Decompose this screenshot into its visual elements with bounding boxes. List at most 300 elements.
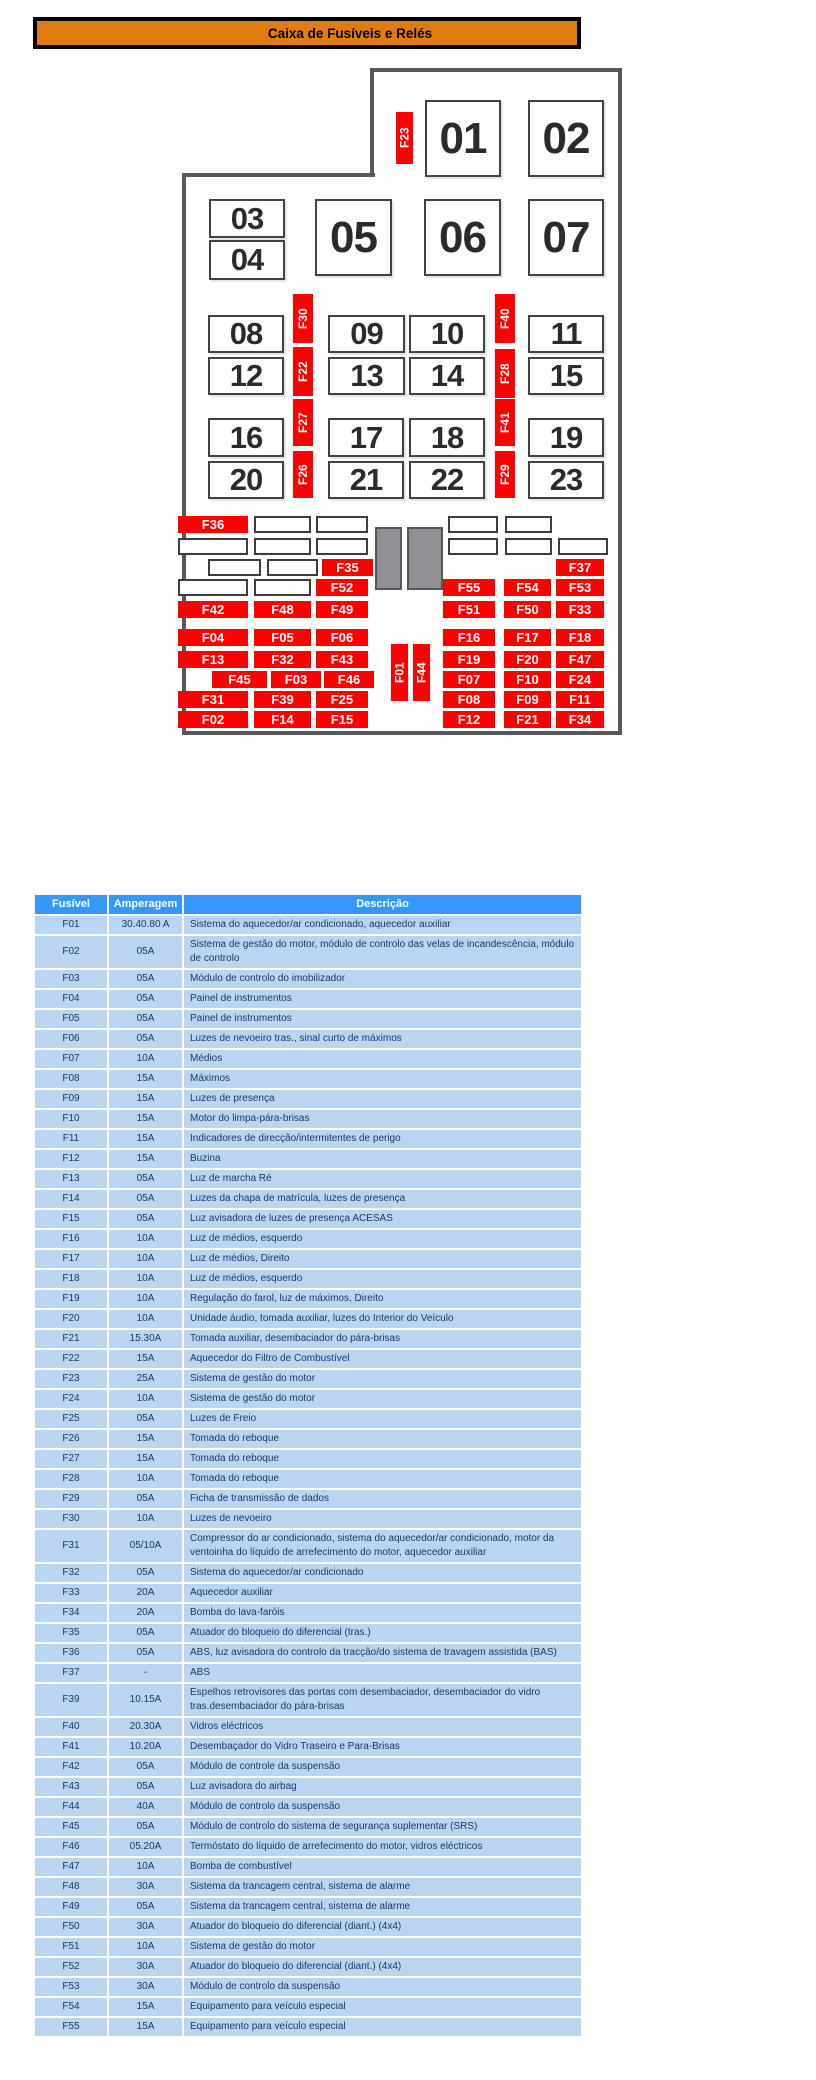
amperage-cell: - [109,1664,182,1682]
fuse-label-F34: F34 [556,711,604,728]
table-row [35,1370,581,1388]
table-row [35,1450,581,1468]
fuse-id-cell: F31 [35,1530,107,1562]
amperage-cell: 20A [109,1604,182,1622]
relay-box-05: 05 [315,199,392,276]
amperage-cell: 05A [109,1490,182,1508]
amperage-cell: 05A [109,1758,182,1776]
description-cell: Módulo de controlo do imobilizador [184,970,581,988]
amperage-cell: 05A [109,1898,182,1916]
fuse-label-F39: F39 [254,691,311,708]
fuse-id-cell: F29 [35,1490,107,1508]
description-cell: Tomada do reboque [184,1450,581,1468]
relay-box-06: 06 [424,199,501,276]
fuse-label-F06: F06 [316,629,368,646]
fuse-id-cell: F10 [35,1110,107,1128]
fuse-label-F23: F23 [396,112,413,164]
fuse-id-cell: F13 [35,1170,107,1188]
fuse-label-F01: F01 [391,644,408,701]
description-cell: Termóstato do líquido de arrefecimento do motor, vidros eléctricos [184,1838,581,1856]
description-cell: Atuador do bloqueio do diferencial (diant.) (4x4) [184,1918,581,1936]
fuse-table [33,893,583,2038]
description-cell: Painel de instrumentos [184,990,581,1008]
amperage-cell: 40A [109,1798,182,1816]
fuse-label-F16: F16 [443,629,495,646]
relay-box-02: 02 [528,100,604,177]
fuse-label-F32: F32 [254,651,311,668]
amperage-cell: 05.20A [109,1838,182,1856]
relay-box-15: 15 [528,357,604,395]
table-row [35,2018,581,2036]
col-header-fusivel: Fusível [35,895,107,914]
fuse-label-F44: F44 [413,644,430,701]
description-cell: Luz de médios, Direito [184,1250,581,1268]
fuse-label-F45: F45 [212,671,267,688]
fuse-id-cell: F09 [35,1090,107,1108]
page-title-text: Caixa de Fusíveis e Relés [267,25,433,41]
relay-box-11: 11 [528,315,604,353]
amperage-cell: 25A [109,1370,182,1388]
fuse-id-cell: F41 [35,1738,107,1756]
fuse-id-cell: F20 [35,1310,107,1328]
amperage-cell: 05A [109,1010,182,1028]
amperage-cell: 10A [109,1310,182,1328]
amperage-cell: 10A [109,1390,182,1408]
table-row [35,1190,581,1208]
relay-box-03: 03 [209,199,285,238]
amperage-cell: 15A [109,1430,182,1448]
table-row [35,1090,581,1108]
empty-fuse-slot [505,538,552,555]
fuse-id-cell: F12 [35,1150,107,1168]
table-row [35,1170,581,1188]
description-cell: Aquecedor auxiliar [184,1584,581,1602]
empty-fuse-slot [316,538,368,555]
fuse-id-cell: F45 [35,1818,107,1836]
relay-box-09: 09 [328,315,405,353]
amperage-cell: 15A [109,1090,182,1108]
fuse-label-F52: F52 [316,579,368,596]
fuse-id-cell: F23 [35,1370,107,1388]
description-cell: Médios [184,1050,581,1068]
fuse-id-cell: F25 [35,1410,107,1428]
amperage-cell: 05A [109,1624,182,1642]
fuse-label-F41: F41 [495,399,515,446]
fuse-label-F02: F02 [178,711,248,728]
table-row [35,1430,581,1448]
description-cell: Módulo de controlo do sistema de segurança suplementar (SRS) [184,1818,581,1836]
fuse-label-F03: F03 [271,671,321,688]
fuse-id-cell: F24 [35,1390,107,1408]
description-cell: Sistema da trancagem central, sistema de alarme [184,1898,581,1916]
description-cell: Luzes de presença [184,1090,581,1108]
empty-fuse-slot [316,516,368,533]
amperage-cell: 05A [109,1410,182,1428]
description-cell: Sistema de gestão do motor [184,1938,581,1956]
table-row [35,1778,581,1796]
fuse-table-body [35,916,581,2036]
fuse-label-F13: F13 [178,651,248,668]
table-row [35,1718,581,1736]
table-row [35,1738,581,1756]
table-row [35,1490,581,1508]
relay-box-12: 12 [208,357,284,395]
table-row [35,1604,581,1622]
table-row [35,1110,581,1128]
description-cell: Vidros eléctricos [184,1718,581,1736]
fuse-id-cell: F43 [35,1778,107,1796]
fuse-label-F18: F18 [556,629,604,646]
relay-box-16: 16 [208,418,284,457]
fuse-id-cell: F06 [35,1030,107,1048]
page-title [33,17,581,49]
description-cell: Luz de marcha Ré [184,1170,581,1188]
fuse-label-F04: F04 [178,629,248,646]
fuse-label-F40: F40 [495,294,515,343]
table-row [35,1564,581,1582]
fuse-id-cell: F16 [35,1230,107,1248]
description-cell: Desembaçador do Vidro Traseiro e Para-Brisas [184,1738,581,1756]
amperage-cell: 10A [109,1858,182,1876]
fuse-label-F09: F09 [504,691,551,708]
table-row [35,1798,581,1816]
fuse-id-cell: F44 [35,1798,107,1816]
description-cell: Regulação do farol, luz de máximos, Direito [184,1290,581,1308]
table-row [35,1210,581,1228]
description-cell: Sistema de gestão do motor [184,1370,581,1388]
table-row [35,1390,581,1408]
fuse-label-F08: F08 [443,691,495,708]
fuse-label-F30: F30 [293,294,313,343]
table-row [35,936,581,968]
fuse-id-cell: F19 [35,1290,107,1308]
description-cell: Painel de instrumentos [184,1010,581,1028]
relay-box-20: 20 [208,461,284,499]
fuse-label-F35: F35 [322,559,373,576]
description-cell: Luz de médios, esquerdo [184,1270,581,1288]
description-cell: Luz avisadora do airbag [184,1778,581,1796]
table-row [35,1290,581,1308]
fuse-id-cell: F33 [35,1584,107,1602]
table-row [35,1858,581,1876]
relay-box-19: 19 [528,418,604,457]
table-row [35,1624,581,1642]
description-cell: Luzes de nevoeiro [184,1510,581,1528]
empty-fuse-slot [254,538,311,555]
fuse-id-cell: F07 [35,1050,107,1068]
table-row [35,1998,581,2016]
relay-box-01: 01 [425,100,501,177]
fuse-id-cell: F17 [35,1250,107,1268]
fuse-id-cell: F49 [35,1898,107,1916]
relay-box-22: 22 [409,461,485,499]
amperage-cell: 10A [109,1470,182,1488]
relay-box-18: 18 [409,418,485,457]
amperage-cell: 20.30A [109,1718,182,1736]
fuse-id-cell: F14 [35,1190,107,1208]
table-row [35,1350,581,1368]
description-cell: Equipamento para veículo especial [184,1998,581,2016]
fuse-id-cell: F02 [35,936,107,968]
fuse-id-cell: F53 [35,1978,107,1996]
fuse-label-F31: F31 [178,691,248,708]
amperage-cell: 05A [109,970,182,988]
fuse-id-cell: F30 [35,1510,107,1528]
fuse-label-F15: F15 [316,711,368,728]
table-row [35,1330,581,1348]
relay-block [375,527,402,590]
fuse-id-cell: F37 [35,1664,107,1682]
fuse-id-cell: F26 [35,1430,107,1448]
fuse-label-F33: F33 [556,601,604,618]
fuse-label-F19: F19 [443,651,495,668]
fuse-label-F12: F12 [443,711,495,728]
fuse-label-F28: F28 [495,349,515,398]
description-cell: Máximos [184,1070,581,1088]
fuse-id-cell: F15 [35,1210,107,1228]
fuse-label-F14: F14 [254,711,311,728]
table-row [35,1664,581,1682]
amperage-cell: 10A [109,1270,182,1288]
description-cell: Compressor do ar condicionado, sistema do aquecedor/ar condicionado, motor da ventoinha do líquido de arrefecimento do motor, aquecedor auxiliar [184,1530,581,1562]
amperage-cell: 10A [109,1250,182,1268]
amperage-cell: 10A [109,1050,182,1068]
fuse-id-cell: F27 [35,1450,107,1468]
fuse-id-cell: F01 [35,916,107,934]
table-row [35,1878,581,1896]
table-row [35,1250,581,1268]
amperage-cell: 15A [109,1150,182,1168]
fuse-id-cell: F34 [35,1604,107,1622]
table-row [35,1050,581,1068]
description-cell: Atuador do bloqueio do diferencial (diant.) (4x4) [184,1958,581,1976]
empty-fuse-slot [254,516,311,533]
amperage-cell: 10A [109,1510,182,1528]
fuse-label-F55: F55 [443,579,495,596]
fuse-label-F49: F49 [316,601,368,618]
fuse-label-F54: F54 [504,579,551,596]
description-cell: Módulo de controle da suspensão [184,1758,581,1776]
fuse-label-F47: F47 [556,651,604,668]
relay-box-21: 21 [328,461,404,499]
description-cell: Ficha de transmissão de dados [184,1490,581,1508]
table-row [35,1958,581,1976]
amperage-cell: 05A [109,1170,182,1188]
fuse-label-F42: F42 [178,601,248,618]
amperage-cell: 05A [109,1778,182,1796]
fuse-id-cell: F21 [35,1330,107,1348]
empty-fuse-slot [505,516,552,533]
description-cell: Luz de médios, esquerdo [184,1230,581,1248]
amperage-cell: 10.20A [109,1738,182,1756]
description-cell: Módulo de controlo da suspensão [184,1978,581,1996]
amperage-cell: 30A [109,1918,182,1936]
fuse-id-cell: F51 [35,1938,107,1956]
relay-box-13: 13 [328,357,405,395]
description-cell: Tomada do reboque [184,1430,581,1448]
fuse-label-F20: F20 [504,651,551,668]
fuse-label-F11: F11 [556,691,604,708]
description-cell: Sistema do aquecedor/ar condicionado, aquecedor auxiliar [184,916,581,934]
fuse-label-F37: F37 [556,559,604,576]
table-row [35,1510,581,1528]
amperage-cell: 30.40.80 A [109,916,182,934]
fuse-label-F29: F29 [495,451,515,498]
description-cell: Bomba do lava-faróis [184,1604,581,1622]
description-cell: Luzes da chapa de matrícula, luzes de presença [184,1190,581,1208]
fuse-id-cell: F52 [35,1958,107,1976]
amperage-cell: 15A [109,1998,182,2016]
amperage-cell: 15A [109,1070,182,1088]
fuse-id-cell: F28 [35,1470,107,1488]
empty-fuse-slot [267,559,318,576]
description-cell: Módulo de controlo da suspensão [184,1798,581,1816]
table-row [35,1938,581,1956]
fuse-label-F21: F21 [504,711,551,728]
fuse-label-F51: F51 [443,601,495,618]
amperage-cell: 15A [109,1130,182,1148]
description-cell: Unidade áudio, tomada auxiliar, luzes do Interior do Veículo [184,1310,581,1328]
fuse-id-cell: F42 [35,1758,107,1776]
fuse-id-cell: F18 [35,1270,107,1288]
fuse-id-cell: F22 [35,1350,107,1368]
table-header-row [35,895,581,914]
amperage-cell: 15A [109,1110,182,1128]
description-cell: Luz avisadora de luzes de presença ACESAS [184,1210,581,1228]
description-cell: Luzes de nevoeiro tras., sinal curto de máximos [184,1030,581,1048]
amperage-cell: 20A [109,1584,182,1602]
description-cell: Indicadores de direcção/intermitentes de perigo [184,1130,581,1148]
fuse-label-F48: F48 [254,601,311,618]
amperage-cell: 05/10A [109,1530,182,1562]
amperage-cell: 15.30A [109,1330,182,1348]
fuse-label-F25: F25 [316,691,368,708]
relay-box-04: 04 [209,240,285,280]
fuse-label-F50: F50 [504,601,551,618]
fuse-id-cell: F05 [35,1010,107,1028]
description-cell: Atuador do bloqueio do diferencial (tras.) [184,1624,581,1642]
table-row [35,1644,581,1662]
table-row [35,1130,581,1148]
amperage-cell: 05A [109,990,182,1008]
empty-fuse-slot [208,559,261,576]
fuse-label-F46: F46 [324,671,374,688]
table-row [35,1230,581,1248]
empty-fuse-slot [448,538,498,555]
amperage-cell: 05A [109,1644,182,1662]
table-row [35,970,581,988]
amperage-cell: 30A [109,1978,182,1996]
empty-fuse-slot [254,579,311,596]
fuse-id-cell: F36 [35,1644,107,1662]
fuse-label-F07: F07 [443,671,495,688]
fuse-label-F24: F24 [556,671,604,688]
relay-box-17: 17 [328,418,404,457]
description-cell: Luzes de Freio [184,1410,581,1428]
description-cell: Bomba de combustível [184,1858,581,1876]
fuse-id-cell: F47 [35,1858,107,1876]
table-row [35,1898,581,1916]
fuse-id-cell: F40 [35,1718,107,1736]
amperage-cell: 05A [109,1818,182,1836]
table-row [35,1010,581,1028]
fuse-id-cell: F55 [35,2018,107,2036]
table-row [35,1410,581,1428]
fuse-id-cell: F04 [35,990,107,1008]
fuse-id-cell: F39 [35,1684,107,1716]
fuse-id-cell: F03 [35,970,107,988]
amperage-cell: 15A [109,2018,182,2036]
description-cell: Aquecedor do Filtro de Combustível [184,1350,581,1368]
relay-box-10: 10 [409,315,485,353]
table-row [35,1310,581,1328]
amperage-cell: 10A [109,1938,182,1956]
description-cell: Sistema de gestão do motor [184,1390,581,1408]
amperage-cell: 10A [109,1290,182,1308]
empty-fuse-slot [178,579,248,596]
empty-fuse-slot [558,538,608,555]
description-cell: Sistema de gestão do motor, módulo de controlo das velas de incandescência, módulo de controlo [184,936,581,968]
relay-box-23: 23 [528,461,604,499]
col-header-descricao: Descrição [184,895,581,914]
fuse-label-F43: F43 [316,651,368,668]
amperage-cell: 10A [109,1230,182,1248]
fuse-label-F05: F05 [254,629,311,646]
description-cell: Sistema da trancagem central, sistema de alarme [184,1878,581,1896]
amperage-cell: 05A [109,1190,182,1208]
description-cell: Tomada auxiliar, desembaciador do pára-brisas [184,1330,581,1348]
fuse-id-cell: F50 [35,1918,107,1936]
table-row [35,1978,581,1996]
table-row [35,1150,581,1168]
fuse-id-cell: F54 [35,1998,107,2016]
relay-box-08: 08 [208,315,284,353]
description-cell: Tomada do reboque [184,1470,581,1488]
table-row [35,990,581,1008]
table-row [35,1584,581,1602]
fuse-label-F36: F36 [178,516,248,533]
description-cell: Motor do limpa-pára-brisas [184,1110,581,1128]
description-cell: Espelhos retrovisores das portas com desembaciador, desembaciador do vidro tras.desembaciador do pára-brisas [184,1684,581,1716]
table-row [35,1070,581,1088]
fuse-id-cell: F32 [35,1564,107,1582]
amperage-cell: 05A [109,1210,182,1228]
fuse-id-cell: F46 [35,1838,107,1856]
fuse-label-F27: F27 [293,399,313,446]
amperage-cell: 30A [109,1878,182,1896]
fuse-id-cell: F11 [35,1130,107,1148]
fuse-label-F22: F22 [293,347,313,396]
table-row [35,916,581,934]
relay-box-07: 07 [528,199,604,276]
empty-fuse-slot [178,538,248,555]
table-row [35,1838,581,1856]
table-row [35,1270,581,1288]
table-row [35,1470,581,1488]
description-cell: ABS [184,1664,581,1682]
amperage-cell: 30A [109,1958,182,1976]
amperage-cell: 15A [109,1450,182,1468]
amperage-cell: 15A [109,1350,182,1368]
amperage-cell: 10.15A [109,1684,182,1716]
description-cell: Buzina [184,1150,581,1168]
amperage-cell: 05A [109,1030,182,1048]
table-row [35,1758,581,1776]
table-row [35,1918,581,1936]
fuse-label-F10: F10 [504,671,551,688]
relay-box-14: 14 [409,357,485,395]
amperage-cell: 05A [109,936,182,968]
